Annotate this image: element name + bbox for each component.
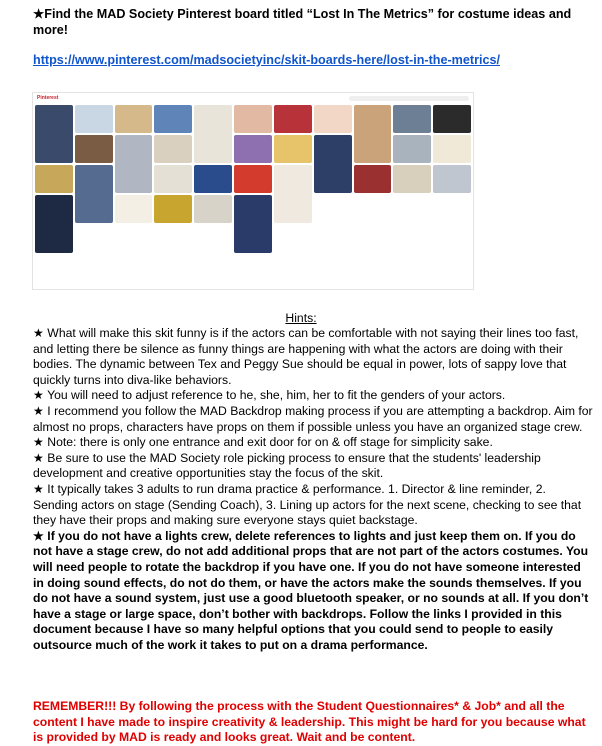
pin-image: [75, 135, 113, 163]
pin-image: [115, 135, 153, 193]
pin-image: [194, 105, 232, 163]
hints-list: [33, 326, 593, 653]
hint-item-bold: ★ If you do not have a lights crew, delete references to lights and just keep them on. If you do not have a stage crew, do not add additional props that are not part of the actors costumes. You will need people to rotate the backdrop if you have one. If you do not have someone interested in doing sound effects, do not do them, or have the actors make the sounds themselves. If you do not have a sound system, just use a good bluetooth speaker, or no sounds at all. If you don’t have a stage or large space, don’t bother with backdrops. Follow the links I provided in this document because I have so many helpful options that you could send to people to easily outsource much of the work it takes to put on a drama performance.: [33, 528, 589, 652]
board-heading: ★Find the MAD Society Pinterest board titled “Lost In The Metrics” for costume ideas and more!: [33, 7, 572, 37]
hints-title: Hints:: [285, 311, 317, 325]
pin-image: [274, 105, 312, 133]
pin-image: [393, 165, 431, 193]
pin-image: [154, 135, 192, 163]
pin-image: [274, 165, 312, 223]
pinterest-board-screenshot: [32, 92, 474, 290]
pin-image: [35, 165, 73, 193]
pinterest-logo: Pinterest: [37, 95, 59, 101]
pin-image: [393, 135, 431, 163]
board-search-bar: [349, 96, 469, 101]
pin-image: [393, 105, 431, 133]
hint-item: ★ You will need to adjust reference to he, she, him, her to fit the genders of your actors.: [33, 388, 506, 403]
pin-grid: [35, 105, 471, 287]
pin-image: [234, 105, 272, 133]
hint-item: ★ It typically takes 3 adults to run drama practice & performance. 1. Director & line reminder, 2. Sending actors on stage (Sending Coach), 3. Lining up actors for the next scene, checking to see that they have their props and making sure everyone stays quiet backstage.: [33, 481, 582, 528]
pin-image: [234, 165, 272, 193]
pin-image: [154, 165, 192, 193]
pin-image: [274, 135, 312, 163]
pin-image: [354, 105, 392, 163]
pin-image: [354, 165, 392, 193]
pin-image: [75, 105, 113, 133]
pin-image: [314, 105, 352, 133]
pin-image: [433, 105, 471, 133]
pin-image: [433, 165, 471, 193]
pin-image: [314, 135, 352, 193]
pin-image: [75, 165, 113, 223]
pin-image: [194, 165, 232, 193]
board-toolbar: [33, 93, 473, 103]
hint-item: ★ Be sure to use the MAD Society role picking process to ensure that the students' leadership development and creative opportunities stay the focus of the skit.: [33, 450, 541, 481]
remember-note: REMEMBER!!! By following the process with the Student Questionnaires* & Job* and all the content I have made to inspire creativity & leadership. This might be hard for you because what is provided by MAD is ready and looks great. Wait and be content.: [33, 699, 586, 745]
pin-image: [234, 135, 272, 163]
hint-item: ★ Note: there is only one entrance and exit door for on & off stage for simplicity sake.: [33, 435, 493, 450]
pin-image: [154, 195, 192, 223]
pin-image: [35, 195, 73, 253]
pin-image: [115, 105, 153, 133]
pin-image: [154, 105, 192, 133]
pinterest-link[interactable]: https://www.pinterest.com/madsocietyinc/skit-boards-here/lost-in-the-metrics/: [33, 53, 500, 67]
pin-image: [194, 195, 232, 223]
pin-image: [433, 135, 471, 163]
pin-image: [234, 195, 272, 253]
pin-image: [35, 105, 73, 163]
hint-item: ★ What will make this skit funny is if the actors can be comfortable with not saying their lines too fast, and letting there be silence as funny things are happening with what the actors are doing with their bodies. The dynamic between Tex and Peggy Sue should be equal in power, lots of sappy love that quickly turns into diva-like behaviors.: [33, 326, 579, 387]
pin-image: [115, 195, 153, 223]
hint-item: ★ I recommend you follow the MAD Backdrop making process if you are attempting a backdrop. Aim for almost no props, characters have props on them if possible unless you have an organized stage crew.: [33, 403, 593, 434]
document-header: [33, 6, 593, 68]
